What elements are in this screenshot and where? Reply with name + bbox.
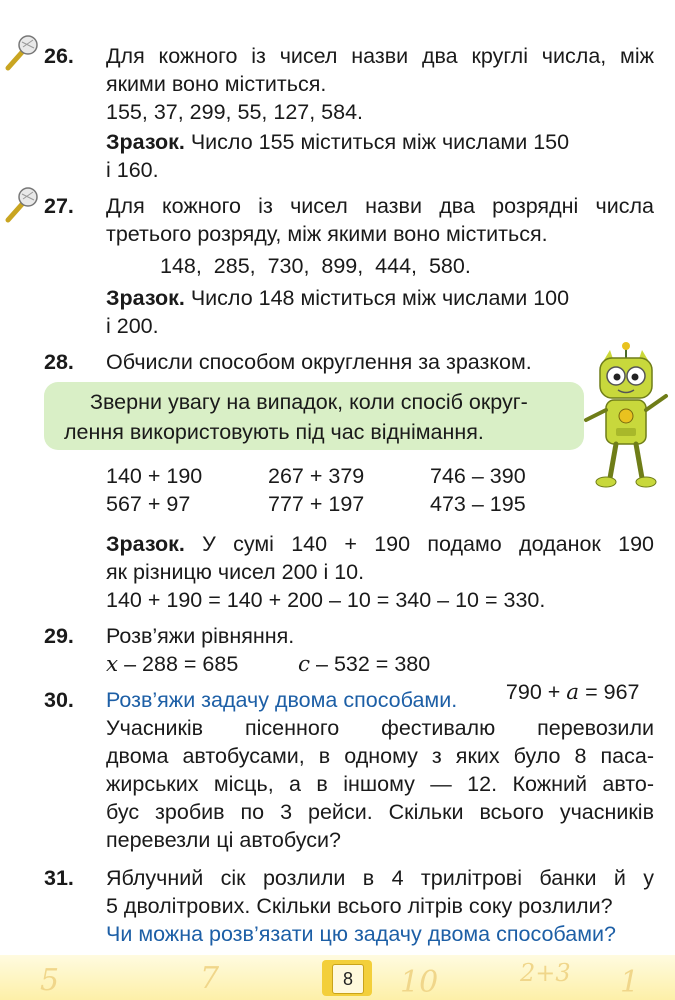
sample-label: Зразок.: [106, 286, 185, 310]
exercise-number: 30.: [44, 688, 74, 712]
page-number: 8: [332, 964, 364, 994]
exercise-text: якими воно міститься.: [106, 72, 327, 96]
equation: [106, 650, 238, 679]
footer-deco-number: 2+3: [520, 959, 571, 987]
variable: x: [106, 652, 119, 677]
problem-text: жирських місць, а в іншому — 12. Кожний авто-: [106, 772, 654, 796]
footer-deco-number: 1: [620, 965, 640, 1000]
problem-text: перевезли ці автобуси?: [106, 828, 341, 852]
exercise-text: Для кожного із чисел назви два розрядні числа: [106, 194, 654, 218]
problem-text: бус зробив по 3 рейси. Скільки всього учасників: [106, 800, 654, 824]
note-text: Зверни увагу на випадок, коли спосіб округ-: [90, 390, 528, 414]
footer-deco-number: 10: [400, 965, 439, 1000]
expression: 267 + 379: [268, 464, 365, 488]
number-list: 155, 37, 299, 55, 127, 584.: [106, 100, 364, 124]
number-list: 148, 285, 730, 899, 444, 580.: [160, 254, 471, 278]
sample-label: Зразок.: [106, 532, 185, 556]
exercise-text: 5 дволітрових. Скільки всього літрів соку розлили?: [106, 894, 613, 918]
exercise-task-highlight: Розв’яжи задачу двома способами.: [106, 688, 458, 712]
sample-content: Число 148 міститься між числами 100: [190, 286, 570, 310]
sample-content: Число 155 міститься між числами 150: [190, 130, 570, 154]
expression: 567 + 97: [106, 492, 191, 516]
problem-text: Учасників пісенного фестивалю перевозили: [106, 716, 654, 740]
variable: c: [298, 652, 311, 677]
microphone-icon: [2, 186, 42, 226]
footer-deco-number: 5: [40, 963, 60, 998]
variable: a: [566, 680, 580, 705]
problem-text: двома автобусами, в одному з яких було 8 паса-: [106, 744, 654, 768]
exercise-text: Яблучний сік розлили в 4 трилітрові банки й у: [106, 866, 654, 890]
exercise-number: 27.: [44, 194, 74, 218]
exercise-number: 26.: [44, 44, 74, 68]
exercise-question: Чи можна розв’язати цю задачу двома способами?: [106, 922, 616, 946]
sample-text: [106, 284, 569, 312]
sample-text: як різницю чисел 200 і 10.: [106, 560, 365, 584]
equation-pre: 790 +: [505, 680, 567, 704]
sample-text: і 200.: [106, 314, 159, 338]
microphone-icon: [2, 34, 42, 74]
exercise-text: Обчисли способом округлення за зразком.: [106, 350, 532, 374]
note-text: лення використовують під час віднімання.: [64, 420, 484, 444]
sample-text: [106, 530, 654, 558]
equation-rest: – 532 = 380: [310, 652, 431, 676]
equation: [298, 650, 430, 679]
footer-deco-number: 7: [200, 961, 220, 996]
exercise-text: Для кожного із чисел назви два круглі числа, між: [106, 44, 654, 68]
equation-rest: = 967: [579, 680, 640, 704]
sample-text: [106, 128, 656, 156]
page-number-badge: [322, 960, 372, 996]
sample-label: Зразок.: [106, 130, 185, 154]
sample-content: У сумі 140 + 190 подамо доданок 190: [202, 532, 654, 556]
expression: 777 + 197: [268, 492, 365, 516]
exercise-number: 29.: [44, 624, 74, 648]
exercise-number: 31.: [44, 866, 74, 890]
expression: 140 + 190: [106, 464, 203, 488]
robot-illustration: [576, 340, 675, 490]
sample-text: 140 + 190 = 140 + 200 – 10 = 340 – 10 = 330.: [106, 588, 546, 612]
expression: 746 – 390: [430, 464, 526, 488]
exercise-number: 28.: [44, 350, 74, 374]
exercise-text: Розв’яжи рівняння.: [106, 624, 295, 648]
equation-rest: – 288 = 685: [118, 652, 239, 676]
exercise-text: третього розряду, між якими воно міститься.: [106, 222, 548, 246]
sample-text: і 160.: [106, 158, 159, 182]
expression: 473 – 195: [430, 492, 526, 516]
